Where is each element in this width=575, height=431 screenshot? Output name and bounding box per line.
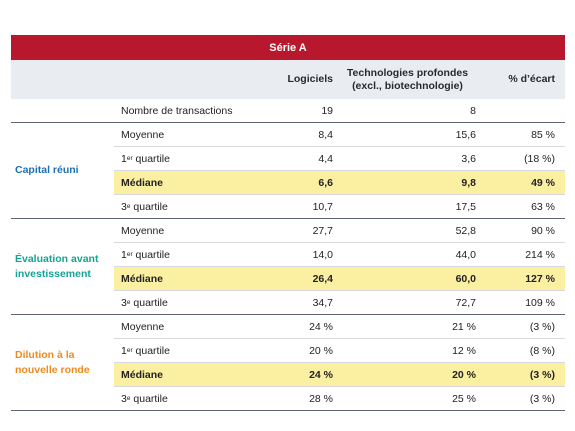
cell-ecart: 85 %: [531, 128, 555, 141]
table-row-median: [114, 170, 565, 194]
cell-ecart: 90 %: [531, 224, 555, 237]
table-row: [114, 386, 565, 410]
cell-technologies: 9,8: [339, 171, 482, 194]
table-row-median: [114, 362, 565, 386]
cell-ecart: (3 %): [529, 320, 555, 333]
series-a-table: [11, 35, 565, 411]
section-label-dilution: Dilution à la nouvelle ronde: [15, 349, 90, 376]
transactions-row: [11, 99, 565, 122]
row-label: 3 e quartile: [121, 392, 168, 405]
cell-logiciels: 28 %: [309, 392, 333, 405]
row-label: Médiane: [114, 363, 247, 386]
cell-logiciels: 24 %: [247, 363, 339, 386]
row-label: 1 er quartile: [121, 248, 170, 261]
table-row: [114, 315, 565, 338]
section-evaluation: [11, 218, 565, 314]
cell-logiciels: 6,6: [247, 171, 339, 194]
cell-logiciels: 27,7: [312, 224, 333, 237]
cell-ecart: 127 %: [482, 267, 565, 290]
cell-ecart: 109 %: [525, 296, 555, 309]
header-logiciels: Logiciels: [287, 73, 333, 86]
table-banner: Série A: [11, 35, 565, 60]
cell-logiciels: 26,4: [247, 267, 339, 290]
cell-ecart: 214 %: [525, 248, 555, 261]
cell-technologies: 8: [470, 104, 476, 117]
cell-logiciels: 10,7: [312, 200, 333, 213]
cell-technologies: 15,6: [455, 128, 476, 141]
cell-technologies: 72,7: [455, 296, 476, 309]
cell-logiciels: 24 %: [309, 320, 333, 333]
cell-ecart: (18 %): [524, 152, 555, 165]
section-dilution: [11, 314, 565, 410]
row-label: 3 e quartile: [121, 200, 168, 213]
table-row: [114, 146, 565, 170]
header-technologies-line1: Technologies profondes: [346, 67, 469, 80]
section-label-evaluation: Évaluation avant investissement: [15, 253, 99, 280]
cell-logiciels: 20 %: [309, 344, 333, 357]
cell-technologies: 17,5: [455, 200, 476, 213]
row-label: 1 er quartile: [121, 152, 170, 165]
cell-technologies: 60,0: [339, 267, 482, 290]
cell-technologies: 25 %: [452, 392, 476, 405]
cell-logiciels: 19: [321, 104, 333, 117]
cell-logiciels: 8,4: [318, 128, 333, 141]
table-row: [114, 290, 565, 314]
cell-technologies: 21 %: [452, 320, 476, 333]
row-label: Nombre de transactions: [121, 104, 233, 117]
table-bottom-rule: [11, 410, 565, 411]
cell-technologies: 3,6: [461, 152, 476, 165]
table-row: [114, 219, 565, 242]
cell-ecart: 49 %: [482, 171, 565, 194]
table-row: [114, 242, 565, 266]
table-row: [114, 194, 565, 218]
cell-logiciels: 34,7: [312, 296, 333, 309]
cell-technologies: 44,0: [455, 248, 476, 261]
header-blank-label: [114, 60, 247, 99]
cell-technologies: 12 %: [452, 344, 476, 357]
cell-logiciels: 4,4: [318, 152, 333, 165]
row-label: 3 e quartile: [121, 296, 168, 309]
cell-ecart: (8 %): [529, 344, 555, 357]
cell-ecart: (3 %): [529, 392, 555, 405]
row-label: Médiane: [114, 171, 247, 194]
cell-technologies: 52,8: [455, 224, 476, 237]
table-row-median: [114, 266, 565, 290]
cell-ecart: (3 %): [482, 363, 565, 386]
section-capital-reuni: [11, 122, 565, 218]
table-row: [114, 123, 565, 146]
table-row: [114, 338, 565, 362]
header-ecart: % d’écart: [508, 73, 555, 86]
row-label: Moyenne: [121, 128, 165, 141]
header-technologies-profondes: [339, 60, 482, 99]
cell-ecart: [482, 99, 565, 122]
row-label: 1 er quartile: [121, 344, 170, 357]
header-technologies-line2: (excl., biotechnologie): [352, 79, 463, 92]
row-label: Moyenne: [121, 320, 165, 333]
row-label: Moyenne: [121, 224, 165, 237]
cell-ecart: 63 %: [531, 200, 555, 213]
column-header-row: [11, 60, 565, 99]
cell-technologies: 20 %: [339, 363, 482, 386]
header-blank: [11, 60, 114, 99]
cell-logiciels: 14,0: [312, 248, 333, 261]
section-label-capital: Capital réuni: [15, 164, 79, 177]
row-label: Médiane: [114, 267, 247, 290]
